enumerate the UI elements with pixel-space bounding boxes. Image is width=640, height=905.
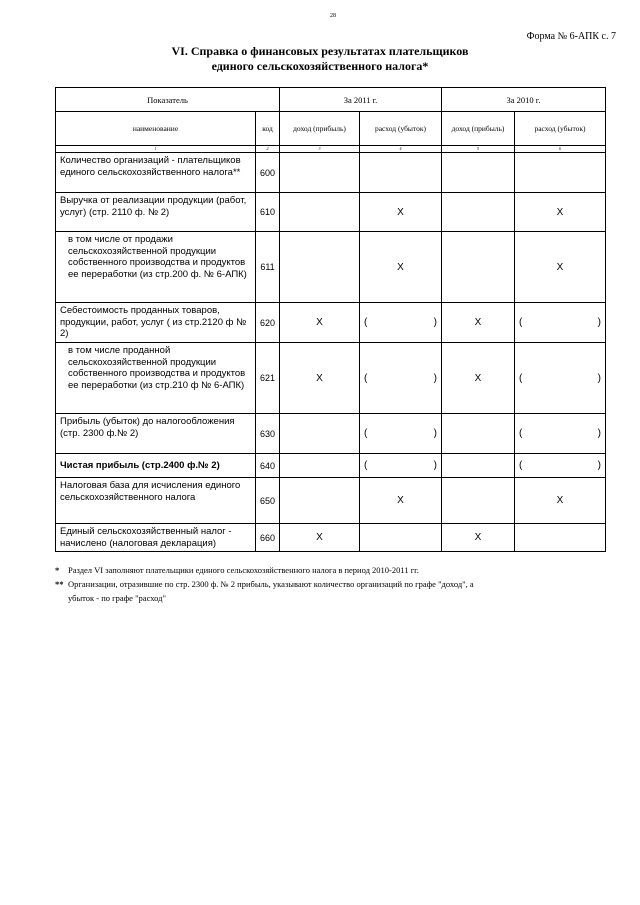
paren-open: ( (519, 317, 523, 328)
table-row (56, 193, 606, 232)
paren-close: ) (597, 460, 601, 471)
footnotes (55, 563, 615, 605)
row-code: 620 (256, 303, 280, 343)
cell-expense-2010-x: X (515, 193, 606, 232)
cell-expense-2010[interactable] (515, 524, 606, 552)
column-number: 6 (515, 146, 606, 153)
footnote-2-continuation: убыток - по графе "расход" (68, 593, 166, 603)
paren-close: ) (597, 372, 601, 384)
header-row-top (56, 88, 606, 112)
cell-income-2010[interactable] (442, 193, 515, 232)
cell-income-2010[interactable] (442, 454, 515, 478)
row-label: Чистая прибыль (стр.2400 ф.№ 2) (56, 454, 256, 478)
paren-close: ) (433, 460, 437, 471)
table-row (56, 303, 606, 343)
cell-income-2011[interactable] (280, 478, 360, 524)
paren-close: ) (597, 317, 601, 328)
header-row-sub (56, 112, 606, 146)
paren-close: ) (433, 317, 437, 328)
form-reference: Форма № 6-АПК с. 7 (526, 31, 616, 42)
footnote-1 (55, 563, 615, 577)
page-number: 28 (330, 13, 336, 19)
cell-expense-2011[interactable] (360, 414, 442, 454)
paren-close: ) (597, 428, 601, 439)
table-row (56, 478, 606, 524)
paren-open: ( (364, 428, 368, 439)
paren-close: ) (433, 372, 437, 384)
footnote-2 (55, 577, 615, 591)
footnote-mark: * (55, 565, 60, 575)
cell-expense-2011[interactable] (360, 454, 442, 478)
column-number: 4 (360, 146, 442, 153)
column-number: 2 (256, 146, 280, 153)
title-line-2: единого сельскохозяйственного налога* (211, 59, 429, 73)
row-code: 640 (256, 454, 280, 478)
row-label: Налоговая база для исчисления единого сельскохозяйственного налога (56, 478, 256, 524)
cell-income-2010[interactable] (442, 232, 515, 303)
cell-income-2011-x: X (280, 303, 360, 343)
cell-income-2010-x: X (442, 343, 515, 414)
year-2011-header: За 2011 г. (280, 88, 442, 112)
paren-open: ( (364, 460, 368, 471)
footnote-mark: ** (55, 579, 64, 589)
paren-close: ) (433, 428, 437, 439)
income-2011-header: доход (прибыль) (280, 112, 360, 146)
cell-income-2010[interactable] (442, 153, 515, 193)
row-label: Себестоимость проданных товаров, продукции, работ, услуг ( из стр.2120 ф № 2) (56, 303, 256, 343)
cell-expense-2010-x: X (515, 232, 606, 303)
table-row (56, 232, 606, 303)
paren-open: ( (519, 372, 523, 384)
cell-income-2011[interactable] (280, 193, 360, 232)
cell-income-2011-x: X (280, 524, 360, 552)
footnote-text: Организации, отразившие по стр. 2300 ф. № 2 прибыль, указывают количество организаций по графе "доход", а (68, 579, 474, 589)
financial-results-table (55, 87, 606, 552)
column-number: 3 (280, 146, 360, 153)
cell-expense-2011-x: X (360, 232, 442, 303)
cell-income-2011[interactable] (280, 232, 360, 303)
row-label: в том числе проданной сельскохозяйственной продукции собственного производства и продуктов ее переработки (из стр.210 ф № 6-АПК) (56, 343, 256, 414)
code-header: код (256, 112, 280, 146)
row-code: 630 (256, 414, 280, 454)
expense-2011-header: расход (убыток) (360, 112, 442, 146)
paren-open: ( (364, 317, 368, 328)
cell-income-2011[interactable] (280, 153, 360, 193)
cell-expense-2011[interactable] (360, 153, 442, 193)
table-row (56, 414, 606, 454)
column-number: 1 (56, 146, 256, 153)
page-title (60, 44, 580, 74)
row-label: Выручка от реализации продукции (работ, услуг) (стр. 2110 ф. № 2) (56, 193, 256, 232)
row-label: Единый сельскохозяйственный налог - начислено (налоговая декларация) (56, 524, 256, 552)
column-number-row (56, 146, 606, 153)
row-code: 660 (256, 524, 280, 552)
row-label: Количество организаций - плательщиков единого сельскохозяйственного налога** (56, 153, 256, 193)
row-label: в том числе от продажи сельскохозяйственной продукции собственного производства и продуктов ее переработки (из стр.200 ф. № 6-АПК) (56, 232, 256, 303)
row-code: 621 (256, 343, 280, 414)
cell-expense-2010[interactable] (515, 303, 606, 343)
cell-income-2011-x: X (280, 343, 360, 414)
cell-income-2010[interactable] (442, 414, 515, 454)
cell-expense-2011-x: X (360, 193, 442, 232)
cell-income-2011[interactable] (280, 454, 360, 478)
table-row (56, 524, 606, 552)
cell-expense-2011[interactable] (360, 524, 442, 552)
cell-expense-2010[interactable] (515, 343, 606, 414)
cell-income-2010-x: X (442, 303, 515, 343)
cell-income-2010[interactable] (442, 478, 515, 524)
paren-open: ( (364, 372, 368, 384)
cell-expense-2010-x: X (515, 478, 606, 524)
indicator-header: Показатель (56, 88, 280, 112)
cell-expense-2010[interactable] (515, 454, 606, 478)
cell-income-2010-x: X (442, 524, 515, 552)
cell-expense-2011[interactable] (360, 303, 442, 343)
row-label: Прибыль (убыток) до налогообложения (стр. 2300 ф.№ 2) (56, 414, 256, 454)
row-code: 650 (256, 478, 280, 524)
income-2010-header: доход (прибыль) (442, 112, 515, 146)
title-line-1: VI. Справка о финансовых результатах плательщиков (171, 44, 469, 58)
year-2010-header: За 2010 г. (442, 88, 606, 112)
name-header: наименование (56, 112, 256, 146)
row-code: 610 (256, 193, 280, 232)
cell-income-2011[interactable] (280, 414, 360, 454)
paren-open: ( (519, 460, 523, 471)
cell-expense-2010[interactable] (515, 153, 606, 193)
table-row (56, 343, 606, 414)
cell-expense-2010[interactable] (515, 414, 606, 454)
footnote-text: Раздел VI заполняют плательщики единого сельскохозяйственного налога в период 2010-2011 гг. (68, 565, 419, 575)
row-code: 600 (256, 153, 280, 193)
table-row (56, 454, 606, 478)
cell-expense-2011-x: X (360, 478, 442, 524)
row-code: 611 (256, 232, 280, 303)
table-row (56, 153, 606, 193)
expense-2010-header: расход (убыток) (515, 112, 606, 146)
cell-expense-2011[interactable] (360, 343, 442, 414)
column-number: 5 (442, 146, 515, 153)
paren-open: ( (519, 428, 523, 439)
